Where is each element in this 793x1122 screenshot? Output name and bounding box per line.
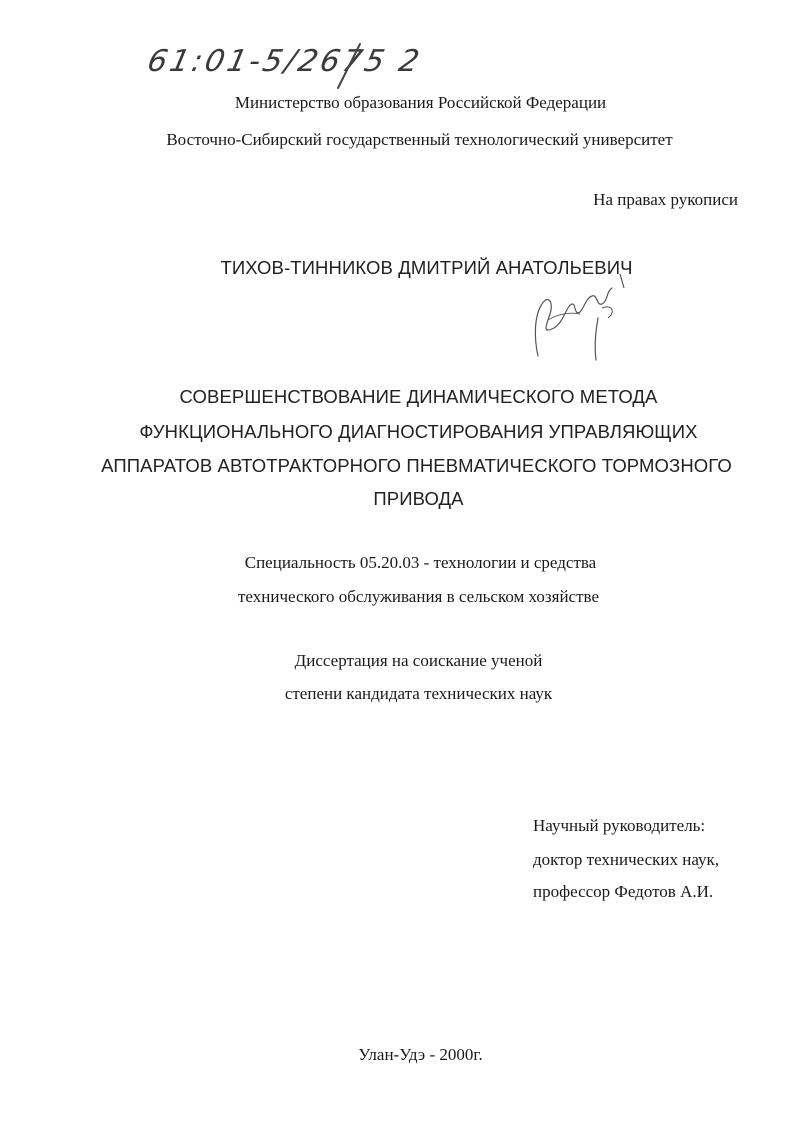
university-line: Восточно-Сибирский государственный технологический университет	[166, 130, 673, 149]
title-line-4: ПРИВОДА	[373, 488, 464, 509]
manuscript-rights: На правах рукописи	[593, 190, 738, 209]
degree-line-1: Диссертация на соискание ученой	[294, 651, 543, 670]
title-line-1: СОВЕРШЕНСТВОВАНИЕ ДИНАМИЧЕСКОГО МЕТОДА	[179, 386, 658, 407]
title-line-3: АППАРАТОВ АВТОТРАКТОРНОГО ПНЕВМАТИЧЕСКОГО ТОРМОЗНОГО	[101, 455, 732, 476]
specialty-line-1: Специальность 05.20.03 - технологии и средства	[244, 553, 597, 572]
author-signature	[520, 268, 635, 368]
degree-line-2: степени кандидата технических наук	[284, 684, 553, 703]
ministry-line: Министерство образования Российской Федерации	[234, 93, 607, 112]
archive-code-handwritten: 61:01-5/2675 2	[144, 44, 426, 79]
title-line-2: ФУНКЦИОНАЛЬНОГО ДИАГНОСТИРОВАНИЯ УПРАВЛЯЮЩИХ	[139, 421, 698, 442]
author-name: ТИХОВ-ТИННИКОВ ДМИТРИЙ АНАТОЛЬЕВИЧ	[220, 257, 633, 278]
specialty-line-2: технического обслуживания в сельском хозяйстве	[238, 587, 599, 606]
supervisor-label: Научный руководитель:	[533, 816, 706, 835]
handwritten-slash-mark	[330, 40, 370, 92]
supervisor-degree: доктор технических наук,	[533, 850, 720, 869]
supervisor-name: профессор Федотов А.И.	[533, 882, 714, 901]
city-year: Улан-Удэ - 2000г.	[358, 1045, 483, 1064]
